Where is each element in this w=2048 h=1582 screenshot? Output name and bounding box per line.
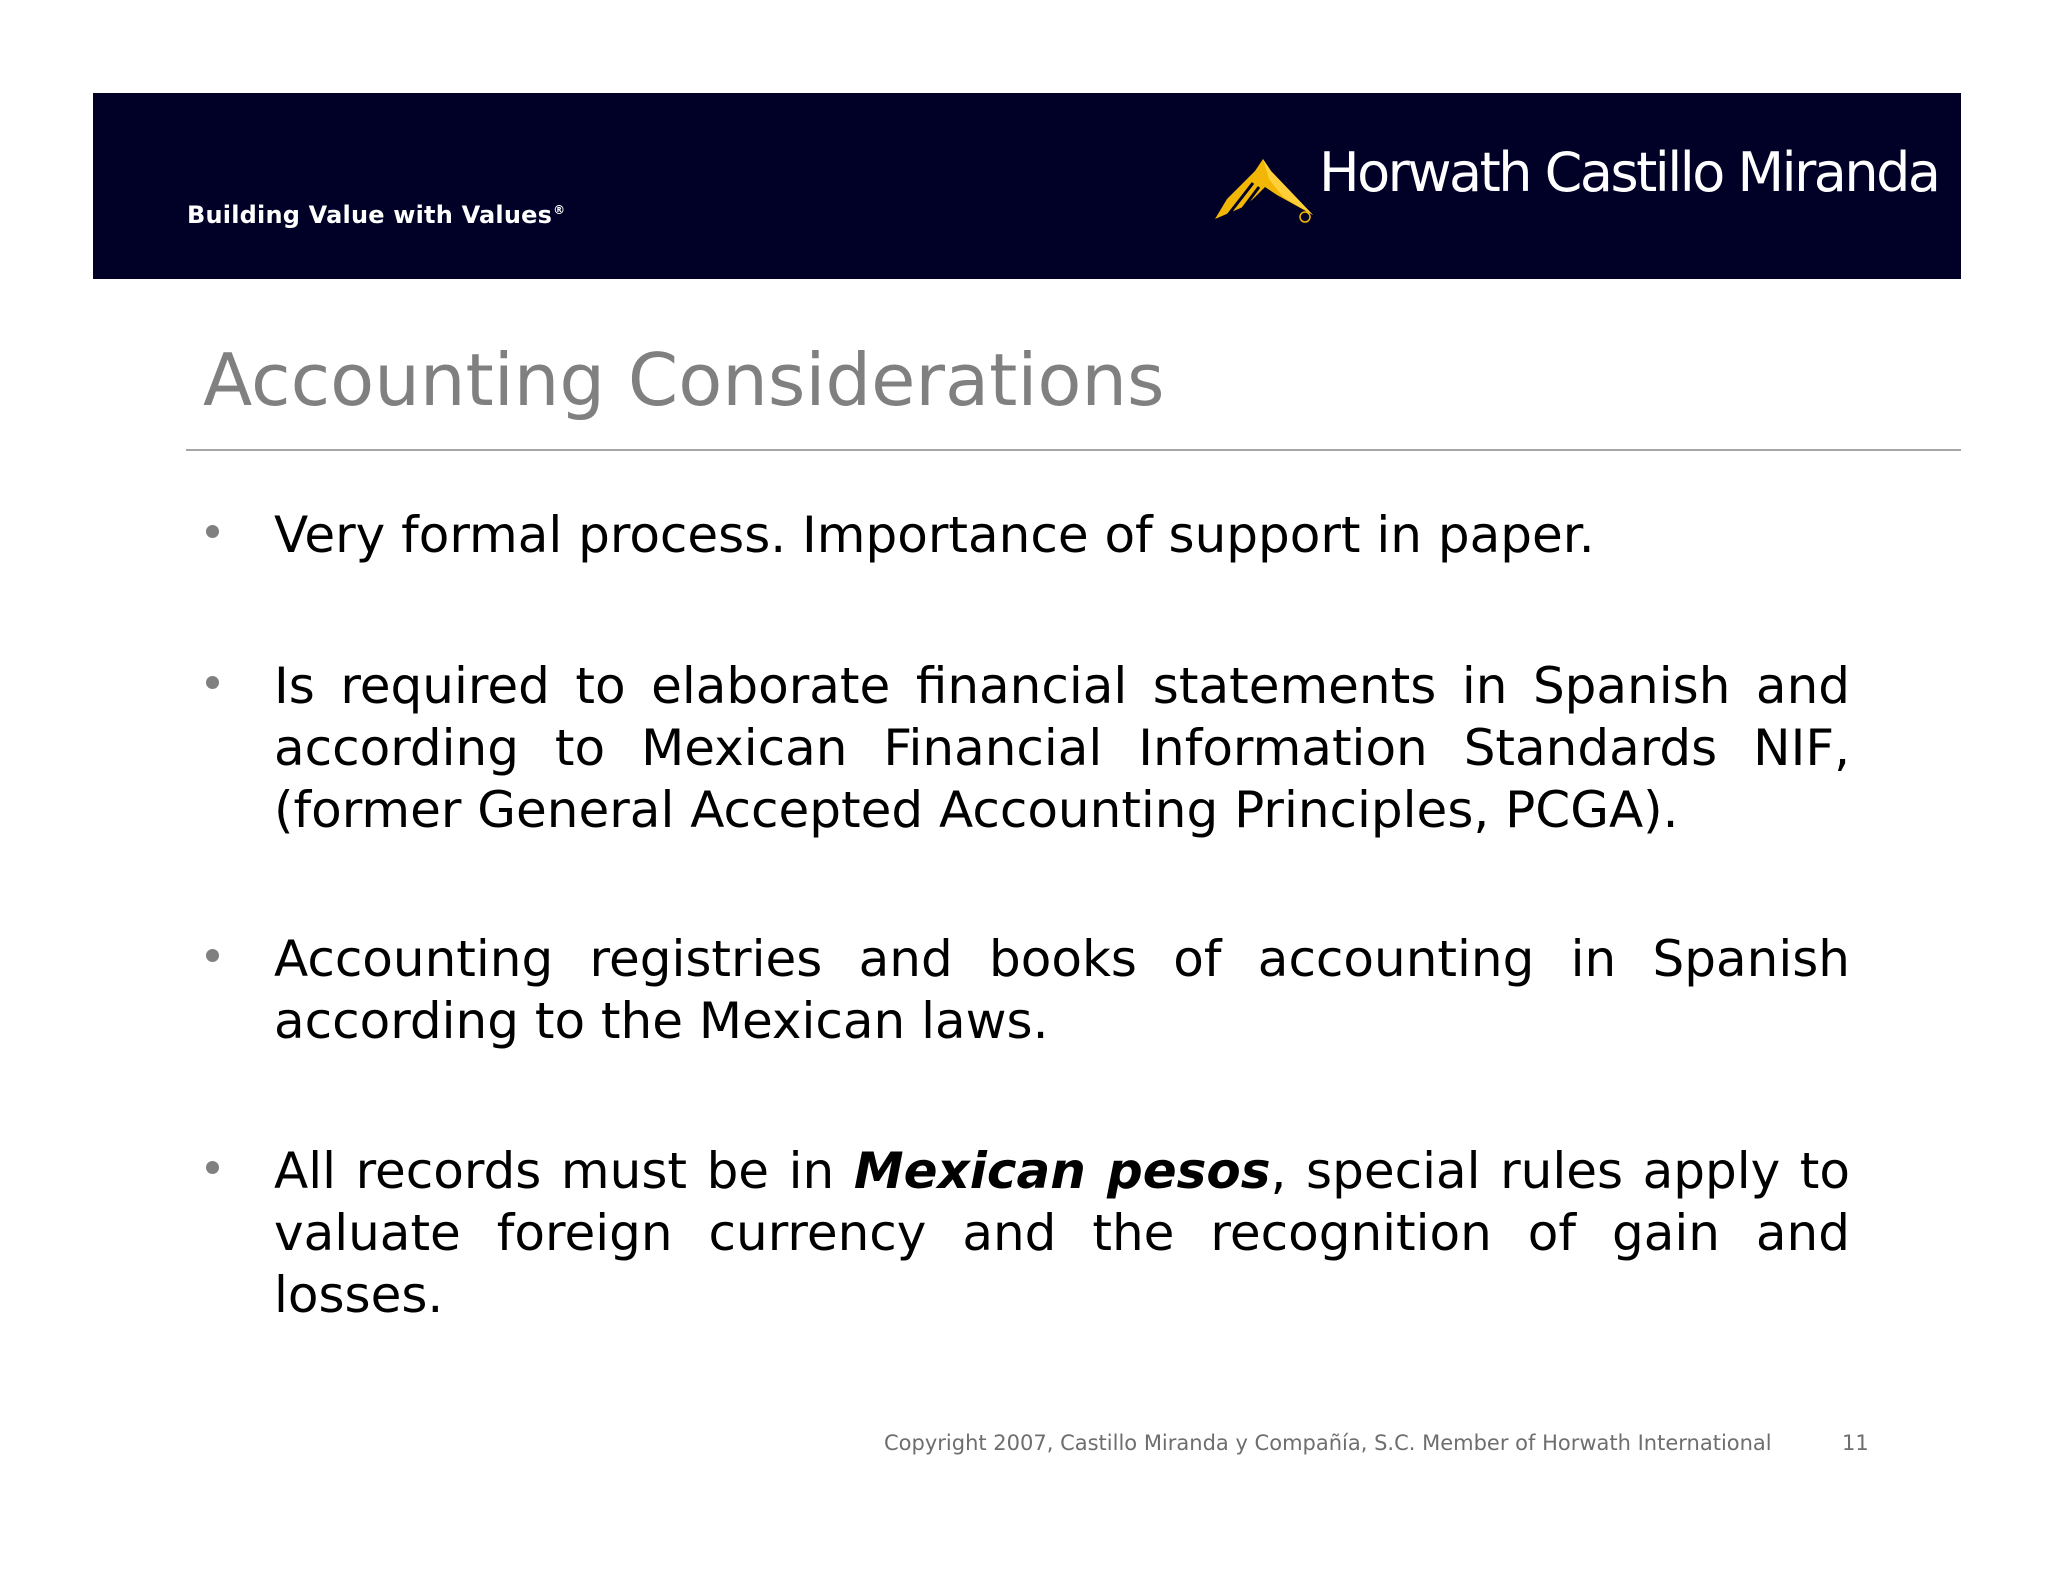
bullet-dot-icon [206,1161,219,1174]
bullet-text: Very formal process. Importance of support in paper. [274,506,1595,564]
footer-copyright: Copyright 2007, Castillo Miranda y Compañía, S.C. Member of Horwath International [884,1431,1772,1455]
slide-title: Accounting Considerations [203,338,1165,422]
tagline-text: Building Value with Values [187,201,553,229]
bullet-dot-icon [206,949,219,962]
bullet-text: Is required to elaborate financial statements in Spanish and according to Mexican Financial Information Standards NIF, (former General Accepted Accounting Principles, PCGA). [274,657,1850,839]
bullet-dot-icon [206,676,219,689]
bullet-dot-icon [206,525,219,538]
bullet-text [274,1140,1850,1326]
emphasis-mexican-pesos: Mexican pesos [853,1142,1271,1200]
bullet-text-segment: , special rules apply to valuate foreign currency and the recognition of gain and losses. [274,1142,1850,1324]
bullet-text-segment: All records must be in [274,1142,854,1200]
header-band [93,93,1961,279]
bullet-text: Accounting registries and books of accounting in Spanish according to the Mexican laws. [274,930,1850,1050]
company-logo [1213,137,1953,227]
logo-wordmark: Horwath Castillo Miranda [1319,141,1939,204]
registered-mark: ® [553,203,566,217]
tagline [187,201,565,229]
page-number: 11 [1842,1431,1869,1455]
horwath-triangle-logo-icon [1213,137,1317,223]
title-divider [186,449,1961,451]
